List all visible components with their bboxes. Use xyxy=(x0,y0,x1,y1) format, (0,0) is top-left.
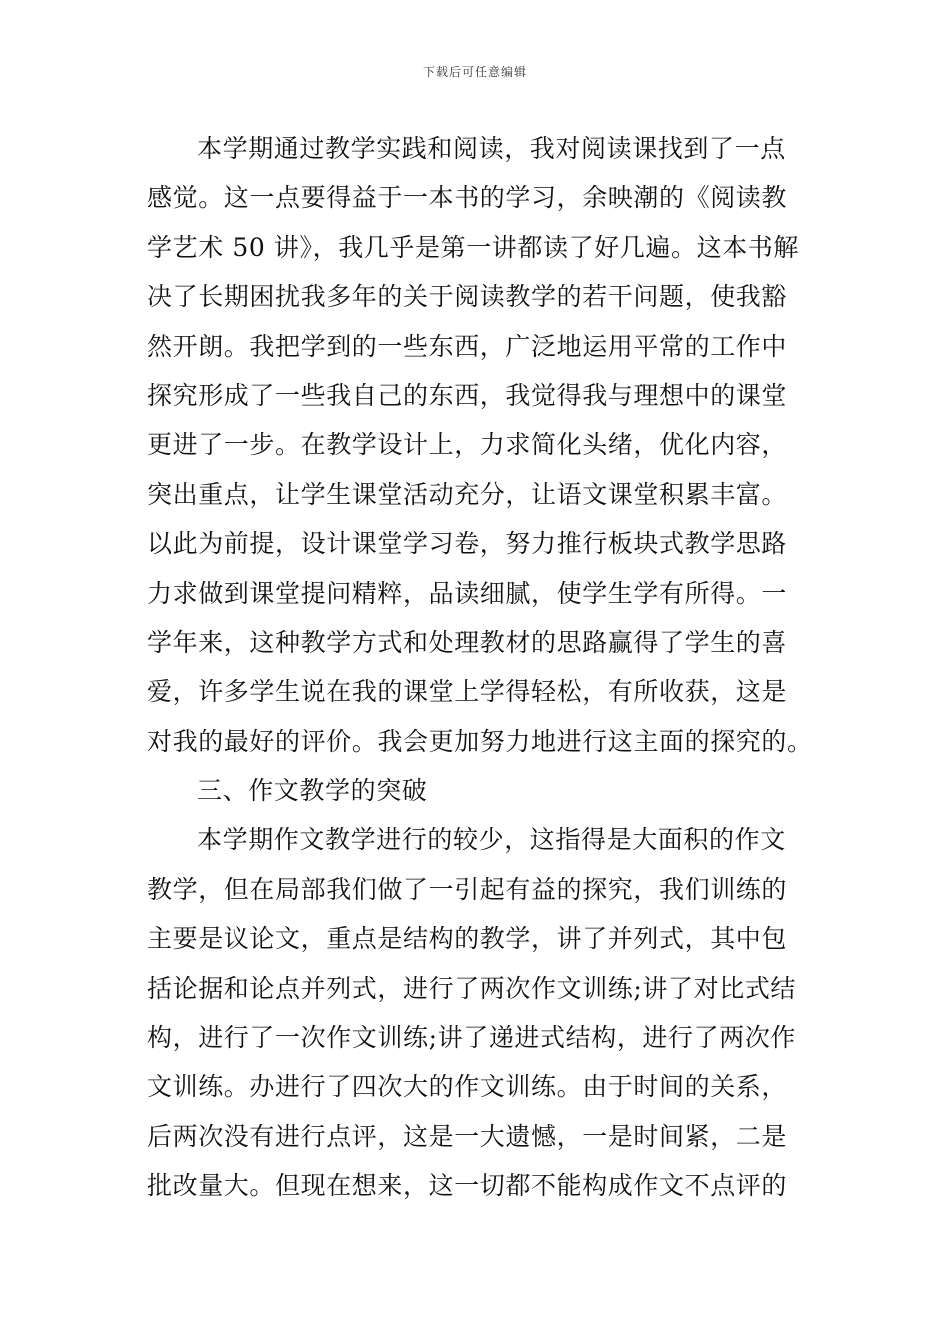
text-line: 爱，许多学生说在我的课堂上学得轻松，有所收获，这是 xyxy=(147,677,788,707)
text-line: 教学，但在局部我们做了一引起有益的探究，我们训练的 xyxy=(147,874,788,904)
text-line: 后两次没有进行点评，这是一大遗憾，一是时间紧，二是 xyxy=(147,1121,788,1151)
page-header: 下载后可任意编辑 xyxy=(422,65,527,79)
text-line: 然开朗。我把学到的一些东西，广泛地运用平常的工作中 xyxy=(147,331,788,361)
text-line: 学艺术 50 讲》，我几乎是第一讲都读了好几遍。这本书解 xyxy=(147,232,800,262)
text-line: 本学期通过教学实践和阅读，我对阅读课找到了一点 xyxy=(197,134,786,163)
text-line: 主要是议论文，重点是结构的教学，讲了并列式，其中包 xyxy=(147,924,788,954)
text-line: 构，进行了一次作文训练;讲了递进式结构，进行了两次作 xyxy=(147,1023,797,1053)
text-line: 突出重点，让学生课堂活动充分，让语文课堂积累丰富。 xyxy=(147,479,788,509)
text-line: 探究形成了一些我自己的东西，我觉得我与理想中的课堂 xyxy=(147,380,788,410)
text-line: 更进了一步。在教学设计上，力求简化头绪，优化内容， xyxy=(147,430,788,460)
text-line: 文训练。办进行了四次大的作文训练。由于时间的关系， xyxy=(147,1072,788,1102)
text-line: 以此为前提，设计课堂学习卷，努力推行板块式教学思路 xyxy=(147,529,788,559)
text-line: 感觉。这一点要得益于一本书的学习，余映潮的《阅读教 xyxy=(147,183,788,213)
document-body xyxy=(147,124,813,1211)
text-line: 括论据和论点并列式，进行了两次作文训练;讲了对比式结 xyxy=(147,973,797,1003)
text-line: 决了长期困扰我多年的关于阅读教学的若干问题，使我豁 xyxy=(147,282,788,312)
text-line: 学年来，这种教学方式和处理教材的思路赢得了学生的喜 xyxy=(147,627,788,657)
text-line: 力求做到课堂提问精粹，品读细腻，使学生学有所得。一 xyxy=(147,578,788,608)
section-heading: 三、作文教学的突破 xyxy=(197,776,428,806)
text-line: 对我的最好的评价。我会更加努力地进行这主面的探究的。 xyxy=(147,726,813,756)
text-line: 本学期作文教学进行的较少，这指得是大面积的作文 xyxy=(197,825,786,855)
text-line: 批改量大。但现在想来，这一切都不能构成作文不点评的 xyxy=(147,1171,788,1201)
